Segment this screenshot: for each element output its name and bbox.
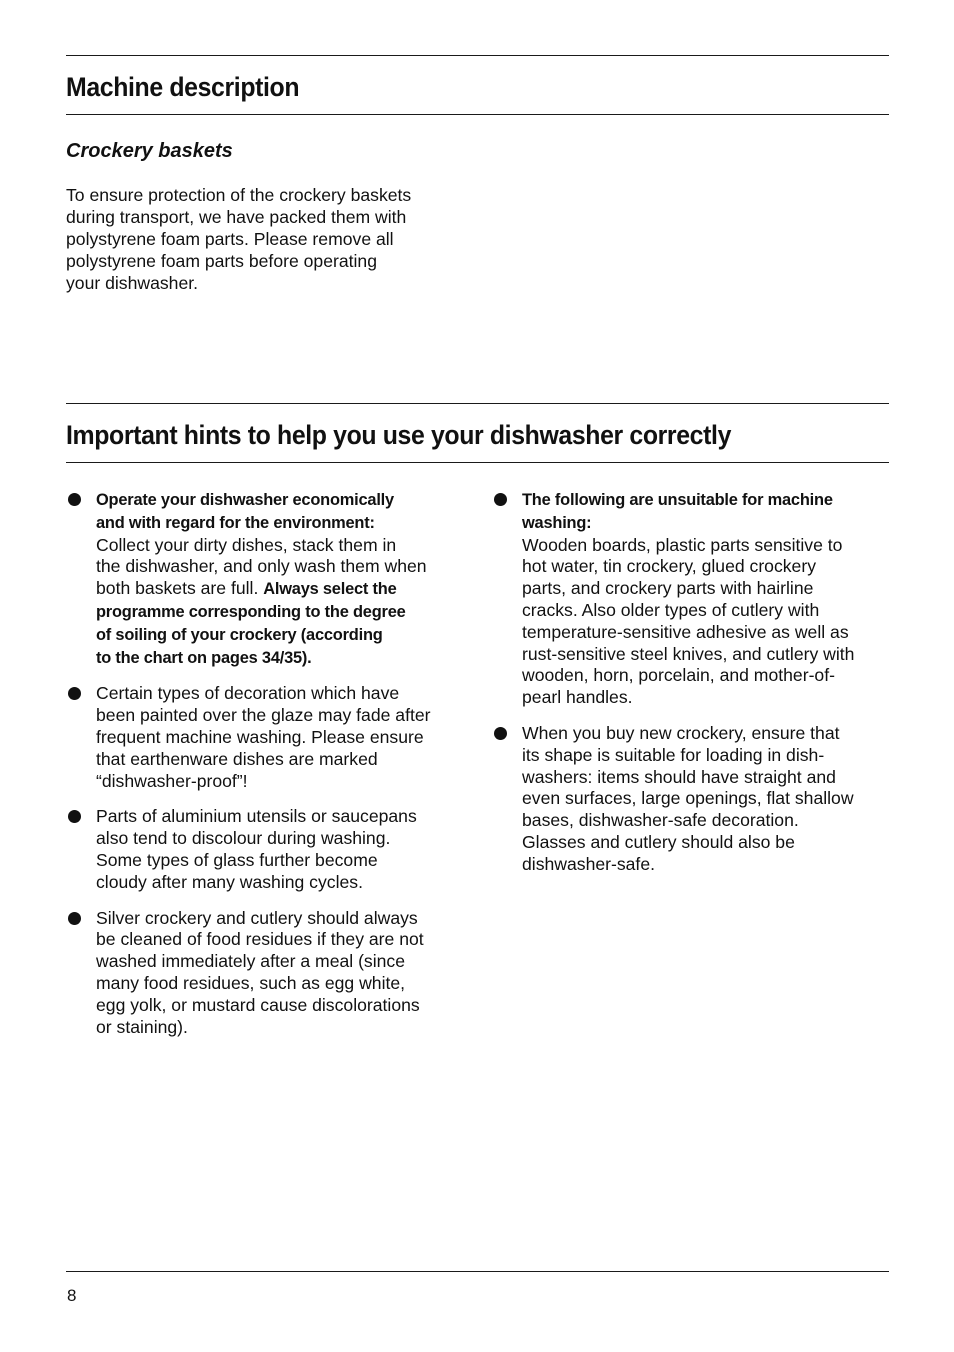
section-title-underline bbox=[66, 114, 889, 115]
section-title-important-hints: Important hints to help you use your dishwasher correctly bbox=[66, 420, 732, 450]
hint-line bbox=[96, 908, 476, 930]
hint-line-text: be cleaned of food residues if they are not bbox=[96, 929, 424, 950]
hint-line bbox=[522, 489, 892, 512]
hint-line bbox=[96, 749, 476, 771]
left-hints-column bbox=[66, 489, 476, 1052]
hint-line-text: of soiling of your crockery (according bbox=[96, 625, 383, 644]
bullet-dot-icon bbox=[494, 493, 507, 506]
hint-line-text: rust-sensitive steel knives, and cutlery with bbox=[522, 643, 855, 664]
footer-rule bbox=[66, 1271, 889, 1272]
hint-line bbox=[96, 872, 476, 894]
hint-line bbox=[522, 767, 892, 789]
hint-line-text: parts, and crockery parts with hairline bbox=[522, 578, 814, 599]
hint-line bbox=[522, 788, 892, 810]
hint-line-bold-tail: Always select the bbox=[263, 580, 397, 599]
hint-line-text: cracks. Also older types of cutlery with bbox=[522, 599, 820, 620]
hint-line-text: programme corresponding to the degree bbox=[96, 602, 406, 621]
hint-line-text: washing: bbox=[522, 513, 592, 532]
paragraph-line: polystyrene foam parts before operating bbox=[66, 251, 378, 271]
right-hints-column bbox=[492, 489, 892, 890]
paragraph-line: during transport, we have packed them with bbox=[66, 207, 407, 227]
bullet-dot-icon bbox=[494, 727, 507, 740]
hint-line bbox=[522, 665, 892, 687]
bullet-dot-icon bbox=[68, 687, 81, 700]
hint-line-text: dishwasher-safe. bbox=[522, 853, 655, 874]
hint-line-text: Parts of aluminium utensils or saucepans bbox=[96, 806, 417, 827]
hint-line-text: Silver crockery and cutlery should always bbox=[96, 907, 418, 928]
hint-line bbox=[522, 622, 892, 644]
hint-line bbox=[96, 624, 476, 647]
bullet-dot-icon bbox=[68, 810, 81, 823]
hint-line bbox=[96, 995, 476, 1017]
hint-line-text: Certain types of decoration which have bbox=[96, 683, 400, 704]
hint-line-text: Operate your dishwasher economically bbox=[96, 491, 394, 509]
hint-line bbox=[96, 556, 476, 578]
hint-line-text: both baskets are full. bbox=[96, 578, 264, 599]
hint-line bbox=[96, 578, 476, 601]
paragraph-line: polystyrene foam parts. Please remove all bbox=[66, 229, 394, 249]
hint-line bbox=[522, 535, 892, 557]
hint-line bbox=[522, 832, 892, 854]
hint-line-text: egg yolk, or mustard cause discolorations bbox=[96, 994, 420, 1015]
hint-line-text: also tend to discolour during washing. bbox=[96, 828, 391, 849]
hint-line bbox=[522, 854, 892, 876]
hint-line-text: many food residues, such as egg white, bbox=[96, 972, 406, 993]
hint-bullet-item bbox=[66, 908, 476, 1039]
page-number: 8 bbox=[67, 1286, 77, 1305]
hint-line-text: washed immediately after a meal (since bbox=[96, 951, 405, 972]
hint-line bbox=[522, 512, 892, 535]
hint-line-text: When you buy new crockery, ensure that bbox=[522, 722, 840, 743]
hint-line bbox=[96, 601, 476, 624]
hint-line bbox=[96, 647, 476, 670]
hint-line-text: hot water, tin crockery, glued crockery bbox=[522, 556, 816, 577]
hint-line bbox=[96, 535, 476, 557]
hint-bullet-item bbox=[66, 489, 476, 669]
hint-line bbox=[522, 578, 892, 600]
hint-line bbox=[96, 828, 476, 850]
hint-line-text: its shape is suitable for loading in dish- bbox=[522, 744, 825, 765]
hint-line-text: washers: items should have straight and bbox=[522, 766, 836, 787]
hint-line bbox=[96, 806, 476, 828]
bullet-dot-icon bbox=[68, 493, 81, 506]
hint-line bbox=[96, 973, 476, 995]
section-title-machine-description: Machine description bbox=[66, 72, 300, 102]
hint-line-text: that earthenware dishes are marked bbox=[96, 748, 378, 769]
hint-line bbox=[96, 489, 476, 512]
hint-line bbox=[96, 771, 476, 793]
hint-line-text: “dishwasher-proof”! bbox=[96, 770, 248, 791]
hint-line bbox=[522, 687, 892, 709]
hint-line-text: Glasses and cutlery should also be bbox=[522, 831, 795, 852]
section2-title-underline bbox=[66, 462, 889, 463]
hint-line-text: wooden, horn, porcelain, and mother-of- bbox=[522, 665, 835, 686]
hint-line bbox=[96, 727, 476, 749]
hint-bullet-item bbox=[492, 489, 892, 709]
hint-line bbox=[96, 705, 476, 727]
hint-line-text: and with regard for the environment: bbox=[96, 513, 375, 532]
hint-line bbox=[96, 951, 476, 973]
hint-line bbox=[96, 683, 476, 705]
hint-line-text: The following are unsuitable for machine bbox=[522, 491, 833, 509]
hint-line bbox=[96, 929, 476, 951]
hint-line bbox=[522, 723, 892, 745]
bullet-dot-icon bbox=[68, 912, 81, 925]
paragraph-line: To ensure protection of the crockery baskets bbox=[66, 185, 412, 205]
hint-line-text: temperature-sensitive adhesive as well as bbox=[522, 621, 849, 642]
hint-line-text: frequent machine washing. Please ensure bbox=[96, 726, 424, 747]
hint-bullet-item bbox=[66, 683, 476, 792]
section2-top-rule bbox=[66, 403, 889, 404]
hint-line bbox=[522, 600, 892, 622]
hint-bullet-item bbox=[492, 723, 892, 876]
hint-line-text: the dishwasher, and only wash them when bbox=[96, 556, 427, 577]
hint-line bbox=[96, 850, 476, 872]
hint-line-text: Some types of glass further become bbox=[96, 849, 378, 870]
hint-line-text: bases, dishwasher-safe decoration. bbox=[522, 810, 799, 831]
hint-line bbox=[522, 810, 892, 832]
hint-line-text: or staining). bbox=[96, 1016, 188, 1037]
hint-line-text: cloudy after many washing cycles. bbox=[96, 871, 363, 892]
hint-line-text: pearl handles. bbox=[522, 687, 633, 708]
crockery-baskets-paragraph bbox=[66, 184, 466, 294]
hint-line-text: Wooden boards, plastic parts sensitive to bbox=[522, 534, 843, 555]
hint-line bbox=[96, 1017, 476, 1039]
subtitle-crockery-baskets: Crockery baskets bbox=[66, 140, 233, 162]
hint-line-text: to the chart on pages 34/35). bbox=[96, 648, 312, 667]
paragraph-line: your dishwasher. bbox=[66, 273, 199, 293]
hint-bullet-item bbox=[66, 806, 476, 893]
hint-line bbox=[522, 745, 892, 767]
hint-line bbox=[522, 644, 892, 666]
hint-line-text: been painted over the glaze may fade after bbox=[96, 705, 431, 726]
hint-line bbox=[522, 556, 892, 578]
hint-line-text: Collect your dirty dishes, stack them in bbox=[96, 534, 397, 555]
top-rule bbox=[66, 55, 889, 56]
hint-line bbox=[96, 512, 476, 535]
hint-line-text: even surfaces, large openings, flat shallow bbox=[522, 788, 854, 809]
